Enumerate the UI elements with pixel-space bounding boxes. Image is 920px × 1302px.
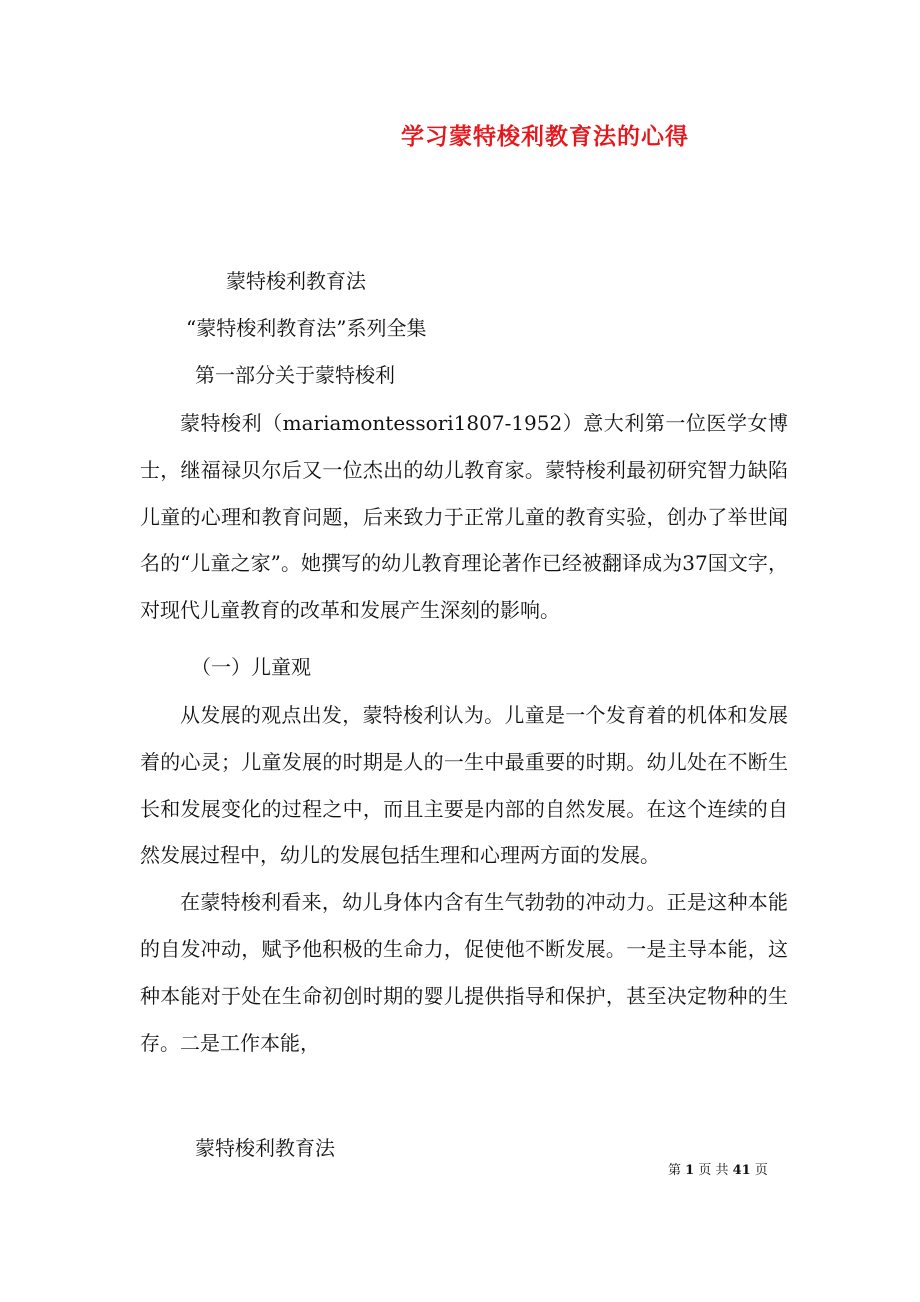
document-title: 学习蒙特梭利教育法的心得 bbox=[401, 124, 689, 150]
footer-suffix: 页 bbox=[754, 1163, 768, 1178]
footer-prefix: 第 bbox=[668, 1163, 682, 1178]
section-heading-child-view: （一）儿童观 bbox=[191, 655, 311, 679]
header-line-series: “蒙特梭利教育法”系列全集 bbox=[186, 316, 427, 340]
paragraph-development: 从发展的观点出发，蒙特梭利认为。儿童是一个发育着的机体和发展着的心灵；儿童发展的时期是人的一生中最重要的时期。幼儿处在不断生长和发展变化的过程之中，而且主要是内部的自然发展。在这个连续的自然发展过程中，幼儿的发展包括生理和心理两方面的发展。 bbox=[140, 703, 788, 868]
paragraph-instinct: 在蒙特梭利看来，幼儿身体内含有生气勃勃的冲动力。正是这种本能的自发冲动，赋予他积极的生命力，促使他不断发展。一是主导本能，这种本能对于处在生命初创时期的婴儿提供指导和保护，甚至决定物种的生存。二是工作本能， bbox=[140, 890, 788, 1055]
paragraph-biography: 蒙特梭利（mariamontessori1807-1952）意大利第一位医学女博士，继福禄贝尔后又一位杰出的幼儿教育家。蒙特梭利最初研究智力缺陷儿童的心理和教育问题，后来致力于正常儿童的教育实验，创办了举世闻名的“儿童之家”。她撰写的幼儿教育理论著作已经被翻译成为37国文字，对现代儿童教育的改革和发展产生深刻的影响。 bbox=[140, 411, 788, 623]
trailing-line-method: 蒙特梭利教育法 bbox=[195, 1136, 335, 1160]
page-footer bbox=[668, 1163, 768, 1179]
header-line-method: 蒙特梭利教育法 bbox=[226, 269, 366, 293]
footer-total-pages: 41 bbox=[732, 1163, 751, 1178]
body-block-child-view bbox=[140, 692, 788, 1066]
header-line-part-one: 第一部分关于蒙特梭利 bbox=[195, 363, 395, 387]
body-block-intro bbox=[140, 400, 788, 634]
footer-middle: 页 共 bbox=[698, 1163, 729, 1178]
footer-page-number: 1 bbox=[685, 1163, 695, 1178]
